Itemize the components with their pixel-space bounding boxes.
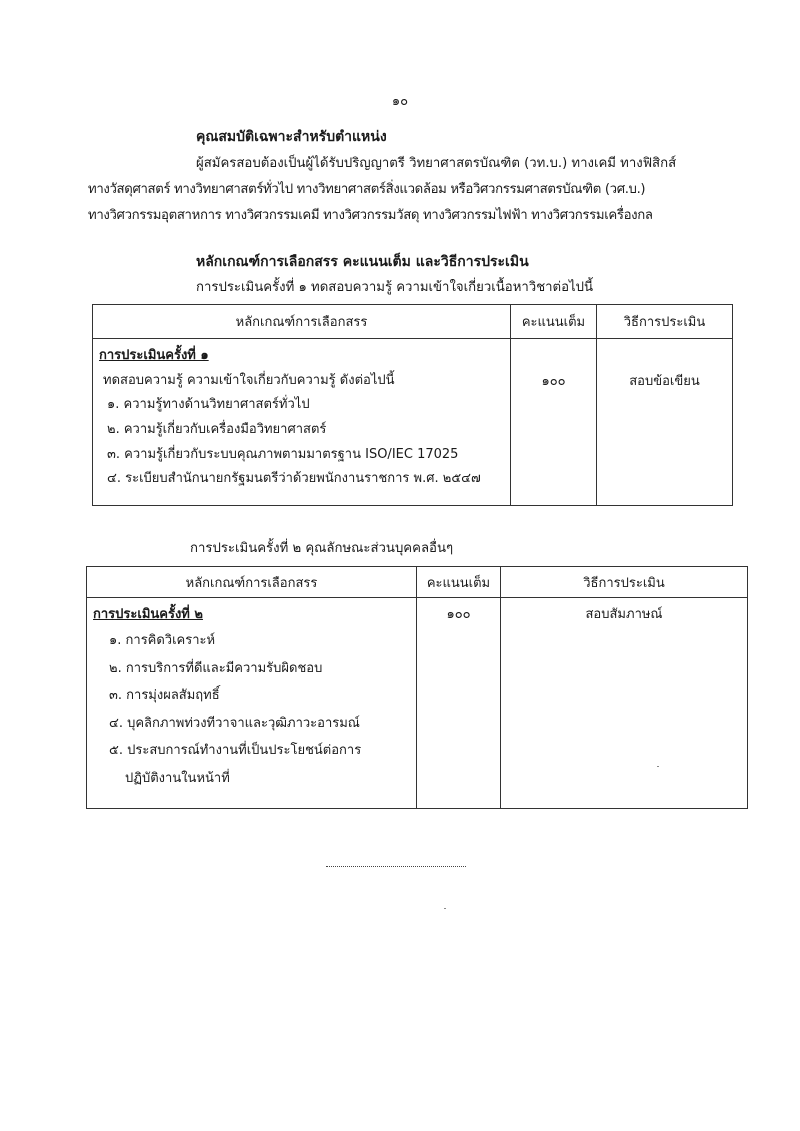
column-header-criteria: หลักเกณฑ์การเลือกสรร xyxy=(93,305,511,339)
criteria-table-round2 xyxy=(86,566,748,809)
column-header-criteria: หลักเกณฑ์การเลือกสรร xyxy=(87,567,417,598)
round-title: การประเมินครั้งที่ ๑ xyxy=(99,348,209,363)
scan-speck xyxy=(657,766,659,767)
criteria-cell xyxy=(87,598,417,809)
list-item: ๓. ความรู้เกี่ยวกับระบบคุณภาพตามมาตรฐาน ISO/IEC 17025 xyxy=(107,447,459,462)
qualifications-heading: คุณสมบัติเฉพาะสำหรับตำแหน่ง xyxy=(196,129,387,145)
list-item: ๒. ความรู้เกี่ยวกับเครื่องมือวิทยาศาสตร์ xyxy=(107,422,327,437)
criteria-table-round1 xyxy=(92,304,733,506)
qualifications-line: ทางวิศวกรรมอุตสาหการ ทางวิศวกรรมเคมี ทางวิศวกรรมวัสดุ ทางวิศวกรรมไฟฟ้า ทางวิศวกรรมเครื่องกล xyxy=(88,208,653,223)
full-score-cell xyxy=(511,339,597,506)
list-item: ๔. บุคลิกภาพท่วงทีวาจาและวุฒิภาวะอารมณ์ xyxy=(109,716,360,731)
method-value: สอบสัมภาษณ์ xyxy=(585,607,663,622)
list-item: ๓. การมุ่งผลสัมฤทธิ์ xyxy=(109,688,220,703)
end-dotted-line xyxy=(326,866,466,867)
full-score-value: ๑๐๐ xyxy=(541,374,566,389)
table-header-row xyxy=(87,567,748,598)
qualifications-line: ทางวัสดุศาสตร์ ทางวิทยาศาสตร์ทั่วไป ทางวิทยาศาสตร์สิ่งแวดล้อม หรือวิศวกรรมศาสตรบัณฑิต (วศ.บ.) xyxy=(88,182,646,197)
method-value: สอบข้อเขียน xyxy=(629,374,700,389)
column-header-full-score: คะแนนเต็ม xyxy=(511,305,597,339)
method-cell xyxy=(597,339,733,506)
table-row xyxy=(93,339,733,506)
list-item: ๒. การบริการที่ดีและมีความรับผิดชอบ xyxy=(109,661,323,676)
table-header-row xyxy=(93,305,733,339)
list-item: ๑. การคิดวิเคราะห์ xyxy=(109,633,216,648)
column-header-method: วิธีการประเมิน xyxy=(501,567,748,598)
column-header-method: วิธีการประเมิน xyxy=(597,305,733,339)
round1-intro: การประเมินครั้งที่ ๑ ทดสอบความรู้ ความเข้าใจเกี่ยวเนื้อหาวิชาต่อไปนี้ xyxy=(196,280,594,295)
method-cell xyxy=(501,598,748,809)
list-item: ๔. ระเบียบสำนักนายกรัฐมนตรีว่าด้วยพนักงานราชการ พ.ศ. ๒๕๔๗ xyxy=(107,471,481,486)
round2-intro: การประเมินครั้งที่ ๒ คุณลักษณะส่วนบุคคลอื่นๆ xyxy=(190,541,454,556)
list-item-continuation: ปฏิบัติงานในหน้าที่ xyxy=(125,771,230,786)
criteria-heading: หลักเกณฑ์การเลือกสรร คะแนนเต็ม และวิธีการประเมิน xyxy=(196,254,529,270)
table-row xyxy=(87,598,748,809)
qualifications-line: ผู้สมัครสอบต้องเป็นผู้ได้รับปริญญาตรี วิทยาศาสตรบัณฑิต (วท.บ.) ทางเคมี ทางฟิสิกส์ xyxy=(196,156,677,171)
list-item: ๑. ความรู้ทางด้านวิทยาศาสตร์ทั่วไป xyxy=(107,397,310,412)
criteria-cell xyxy=(93,339,511,506)
column-header-full-score: คะแนนเต็ม xyxy=(417,567,501,598)
list-item: ๕. ประสบการณ์ทำงานที่เป็นประโยชน์ต่อการ xyxy=(109,743,362,758)
round-title: การประเมินครั้งที่ ๒ xyxy=(93,607,203,622)
round-description: ทดสอบความรู้ ความเข้าใจเกี่ยวกับความรู้ ดังต่อไปนี้ xyxy=(103,373,395,388)
full-score-value: ๑๐๐ xyxy=(446,607,471,622)
scan-speck xyxy=(444,908,446,909)
full-score-cell xyxy=(417,598,501,809)
page-number: ๑๐ xyxy=(391,94,409,109)
